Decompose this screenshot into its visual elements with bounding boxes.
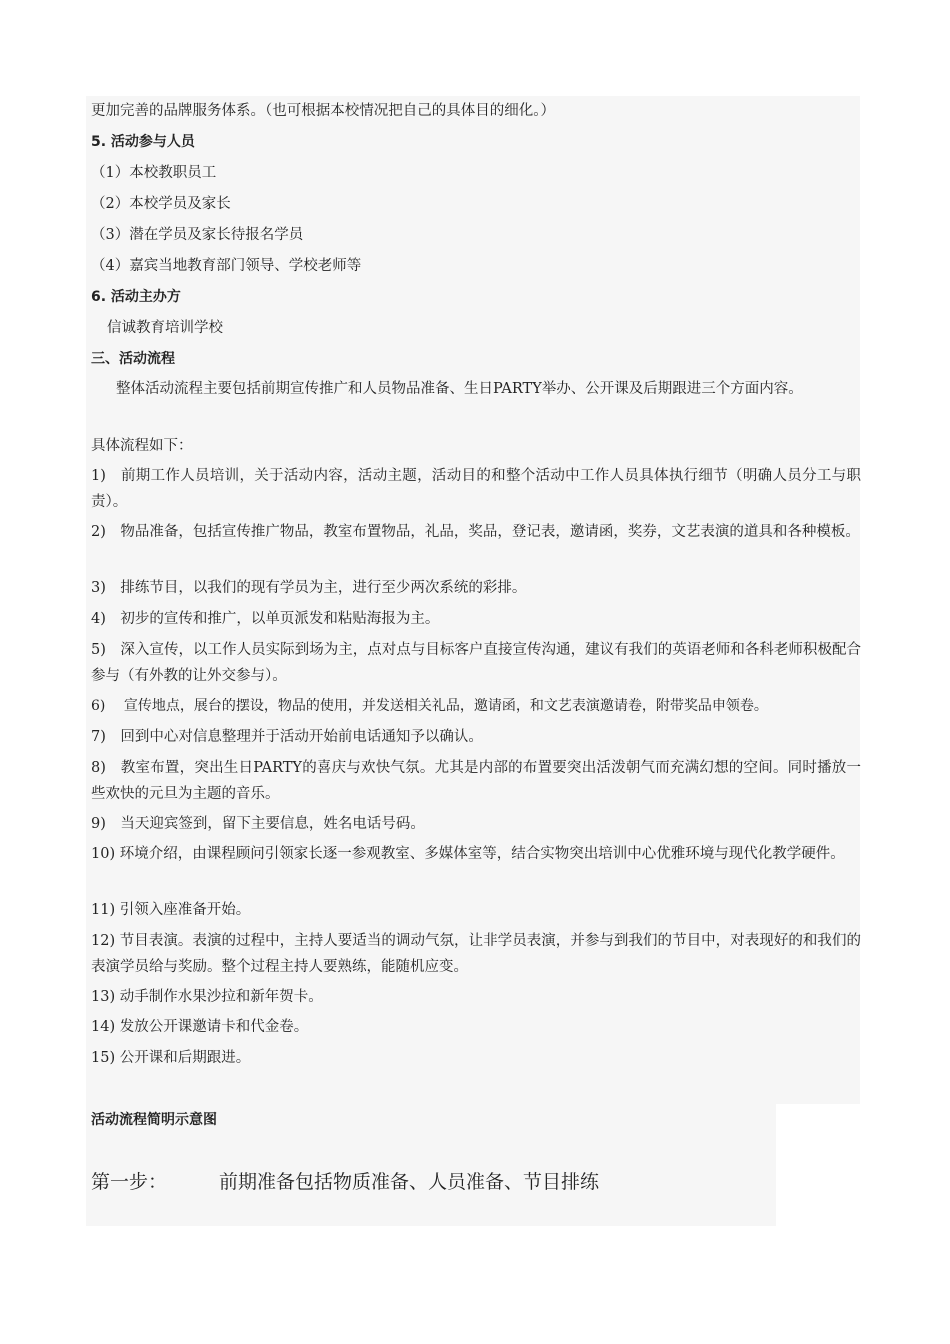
process-step: 6) 宣传地点，展台的摆设，物品的使用，并发送相关礼品，邀请函，和文艺表演邀请卷，附带奖品申领卷。 [91,698,768,714]
process-step: 12) 节目表演。表演的过程中，主持人要适当的调动气氛，让非学员表演，并参与到我们的节目中，对表现好的和我们的表演学员给与奖励。整个过程主持人要熟练，能随机应变。 [91,933,861,975]
intro-tail: 更加完善的品牌服务体系。（也可根据本校情况把自己的具体目的细化。） [91,103,555,119]
process-step: 9) 当天迎宾签到，留下主要信息，姓名电话号码。 [91,816,425,832]
process-overview: 整体活动流程主要包括前期宣传推广和人员物品准备、生日PARTY举办、公开课及后期跟进三个方面内容。 [116,381,803,397]
process-step: 14) 发放公开课邀请卡和代金卷。 [91,1019,309,1035]
participant-item: （1）本校教职员工 [91,165,217,181]
organizer-name: 信诚教育培训学校 [107,320,223,336]
process-step: 7) 回到中心对信息整理并于活动开始前电话通知予以确认。 [91,729,483,745]
process-step: 2) 物品准备，包括宣传推广物品，教室布置物品，礼品，奖品，登记表，邀请函，奖券，文艺表演的道具和各种模板。 [91,524,860,540]
process-detail-intro: 具体流程如下： [91,438,193,454]
process-step: 10) 环境介绍，由课程顾问引领家长逐一参观教室、多媒体室等，结合实物突出培训中心优雅环境与现代化教学硬件。 [91,846,845,862]
process-step: 11) 引领入座准备开始。 [91,902,251,918]
process-step: 8) 教室布置，突出生日PARTY的喜庆与欢快气氛。尤其是内部的布置要突出活泼朝气而充满幻想的空间。同时播放一些欢快的元旦为主题的音乐。 [91,760,861,802]
process-step: 13) 动手制作水果沙拉和新年贺卡。 [91,989,323,1005]
participant-item: （4）嘉宾当地教育部门领导、学校老师等 [91,258,362,274]
participant-item: （2）本校学员及家长 [91,196,231,212]
section3-heading: 三、活动流程 [91,351,175,367]
diagram-step-text: 前期准备包括物质准备、人员准备、节目排练 [219,1171,600,1193]
process-step: 15) 公开课和后期跟进。 [91,1050,251,1066]
process-step: 4) 初步的宣传和推广，以单页派发和粘贴海报为主。 [91,611,440,627]
process-step: 1) 前期工作人员培训，关于活动内容，活动主题，活动目的和整个活动中工作人员具体执行细节（明确人员分工与职责）。 [91,468,861,510]
section5-heading: 5. 活动参与人员 [91,134,195,150]
process-step: 3) 排练节目，以我们的现有学员为主，进行至少两次系统的彩排。 [91,580,527,596]
section6-heading: 6. 活动主办方 [91,289,181,305]
participant-item: （3）潜在学员及家长待报名学员 [91,227,304,243]
diagram-step [91,1166,599,1198]
diagram-step-label: 第一步： [91,1171,168,1193]
diagram-title: 活动流程简明示意图 [91,1112,217,1128]
process-step: 5) 深入宣传，以工作人员实际到场为主，点对点与目标客户直接宣传沟通，建议有我们的英语老师和各科老师积极配合参与（有外教的让外交参与）。 [91,642,861,684]
